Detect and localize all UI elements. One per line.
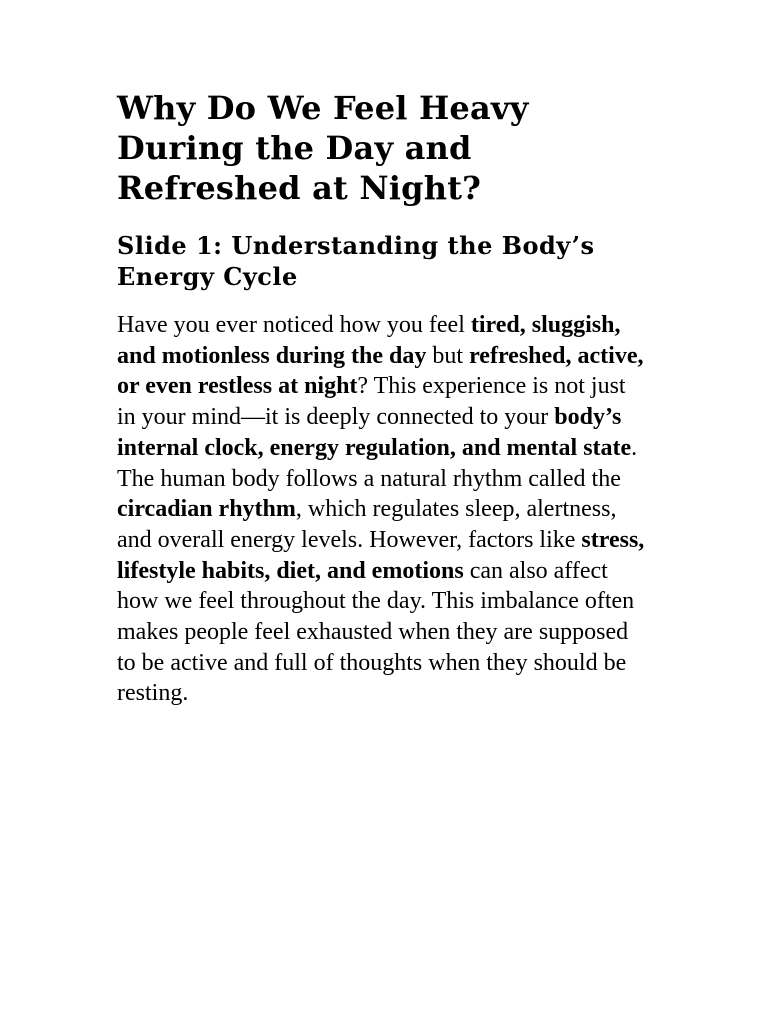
document-content (117, 88, 647, 709)
paragraph-run: but (426, 342, 470, 369)
paragraph-run: can also affect how we feel throughout the day. This imbalance often makes people feel exhausted when they are supposed to be active and full of thoughts when they should be resting. (117, 557, 635, 707)
document-title: Why Do We Feel Heavy During the Day and Refreshed at Night? (117, 89, 529, 207)
paragraph-run: , which regulates sleep, alertness, and overall energy levels. However, factors like (117, 496, 617, 553)
paragraph-bold-run: circadian rhythm (117, 496, 296, 523)
paragraph-bold-run: body’s internal clock, energy regulation, and mental state (117, 404, 632, 461)
paragraph-run: Have you ever noticed how you feel (117, 312, 471, 338)
paragraph-bold-run: tired, sluggish, and motionless during the day (117, 312, 621, 369)
body-paragraph (117, 310, 647, 709)
slide-heading: Slide 1: Understanding the Body’s Energy Cycle (117, 231, 595, 291)
paragraph-run: ? This experience is not just in your mind—it is deeply connected to your (117, 373, 626, 431)
paragraph-run: . The human body follows a natural rhythm called the (117, 434, 638, 492)
paragraph-bold-run: stress, lifestyle habits, diet, and emotions (117, 526, 645, 584)
paragraph-bold-run: refreshed, active, or even restless at night (117, 342, 644, 400)
